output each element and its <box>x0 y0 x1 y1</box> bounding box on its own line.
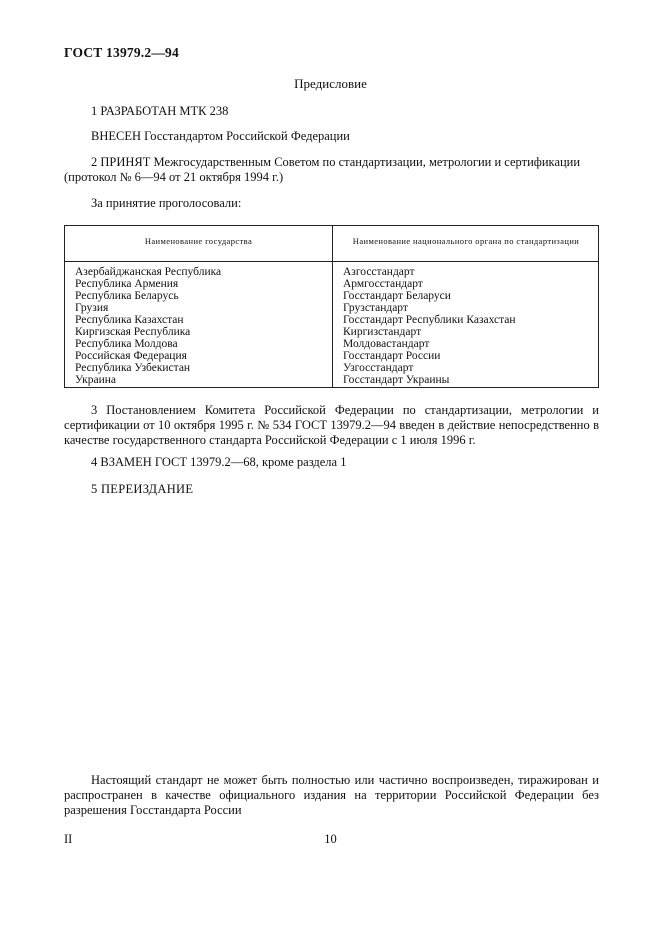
table-cell-state: Грузия <box>75 302 109 314</box>
table-cell-body: Армгосстандарт <box>343 278 423 290</box>
voted-label: За принятие проголосовали: <box>91 196 242 210</box>
table-cell-body: Госстандарт Беларуси <box>343 290 451 302</box>
table-column-states <box>75 266 221 386</box>
table-cell-body: Госстандарт Украины <box>343 374 450 386</box>
table-cell-state: Республика Беларусь <box>75 290 179 302</box>
table-cell-body: Молдовастандарт <box>343 338 430 350</box>
item-developed: 1 РАЗРАБОТАН МТК 238 <box>91 104 229 118</box>
table-header-body: Наименование национального органа по стандартизации <box>352 236 580 246</box>
table-cell-state: Киргизская Республика <box>75 326 191 338</box>
copyright-notice: Настоящий стандарт не может быть полностью или частично воспроизведен, тиражирован и распространен в качестве официального издания на территории Российской Федерации без разрешения Госстандарта России <box>64 773 599 817</box>
table-cell-state: Украина <box>75 374 116 386</box>
table-cell-state: Российская Федерация <box>75 350 187 362</box>
item-resolution: 3 Постановлением Комитета Российской Федерации по стандартизации, метрологии и сертификации от 10 октября 1995 г. № 534 ГОСТ 13979.2—94 введен в действие непосредственно в качестве государственного стандарта Российской Федерации с 1 июля 1996 г. <box>64 403 599 447</box>
table-header-state: Наименование государства <box>144 236 253 246</box>
table-cell-state: Азербайджанская Республика <box>75 266 222 278</box>
page-number: 10 <box>324 832 337 846</box>
voting-table <box>64 225 599 388</box>
table-cell-state: Республика Узбекистан <box>75 362 191 374</box>
table-cell-state: Республика Армения <box>75 278 179 290</box>
table-column-divider <box>332 226 333 387</box>
table-cell-state: Республика Молдова <box>75 338 178 350</box>
item-adopted: 2 ПРИНЯТ Межгосударственным Советом по стандартизации, метрологии и сертификации (протокол № 6—94 от 21 октября 1994 г.) <box>64 155 581 184</box>
table-cell-body: Узгосстандарт <box>343 362 414 374</box>
document-code: ГОСТ 13979.2—94 <box>64 45 179 60</box>
table-column-bodies <box>343 266 516 386</box>
table-header-divider <box>65 261 598 262</box>
preface-title <box>0 76 661 92</box>
item-replaces: 4 ВЗАМЕН ГОСТ 13979.2—68, кроме раздела 1 <box>91 455 347 469</box>
table-cell-body: Азгосстандарт <box>343 266 415 278</box>
page-roman-numeral: II <box>64 832 73 846</box>
item-introduced: ВНЕСЕН Госстандартом Российской Федерации <box>91 129 350 143</box>
table-cell-body: Госстандарт Республики Казахстан <box>343 314 516 326</box>
table-cell-state: Республика Казахстан <box>75 314 184 326</box>
item-reissue: 5 ПЕРЕИЗДАНИЕ <box>91 482 194 496</box>
preface-title-text: Предисловие <box>294 76 367 91</box>
table-cell-body: Киргизстандарт <box>343 326 422 338</box>
table-cell-body: Грузстандарт <box>343 302 408 314</box>
table-cell-body: Госстандарт России <box>343 350 441 362</box>
